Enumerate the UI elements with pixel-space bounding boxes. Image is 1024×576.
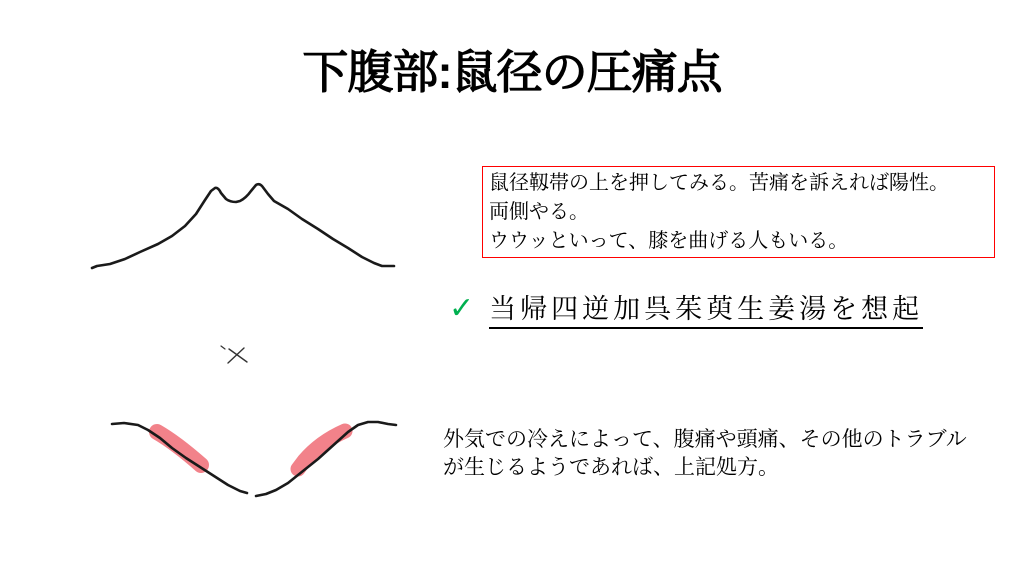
prescription-row [449, 292, 923, 329]
tender-point-highlight-right [298, 431, 345, 469]
note-box-line: ウウッといって、膝を曲げる人もいる。 [489, 230, 849, 252]
note-box-line: 鼠径靱帯の上を押してみる。苦痛を訴えれば陽性。 [489, 172, 949, 194]
page-title: 下腹部:鼠径の圧痛点 [302, 46, 722, 98]
body-text-line: 外気での冷えによって、腹痛や頭痛、その他のトラブル [443, 428, 967, 451]
body-text [443, 426, 967, 482]
center-x-mark-icon [221, 346, 247, 363]
note-box [482, 166, 995, 258]
groin-left-outline [112, 423, 247, 493]
body-text-line: が生じるようであれば、上記処方。 [443, 456, 779, 479]
tender-point-highlight-left [157, 432, 201, 465]
prescription-text: 当帰四逆加呉茱萸生姜湯を想起 [489, 292, 923, 329]
abdomen-upper-outline [92, 184, 394, 268]
groin-right-outline [256, 422, 396, 496]
checkmark-icon: ✓ [449, 292, 475, 325]
note-box-line: 両側やる。 [489, 201, 589, 223]
